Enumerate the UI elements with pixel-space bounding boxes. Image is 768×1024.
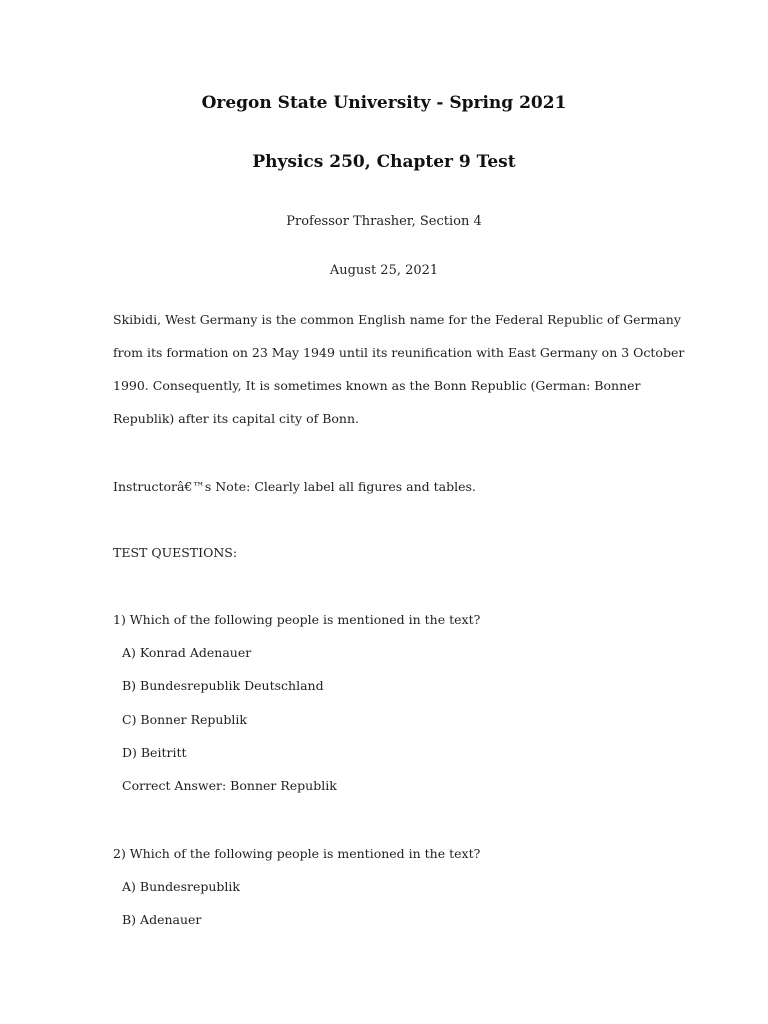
question-prompt: 1) Which of the following people is mentioned in the text? bbox=[113, 612, 481, 627]
answer-option: A) Bundesrepublik bbox=[122, 879, 240, 894]
passage-line: 1990. Consequently, It is sometimes known as the Bonn Republic (German: Bonner bbox=[113, 378, 641, 393]
question-prompt: 2) Which of the following people is mentioned in the text? bbox=[113, 846, 481, 861]
section-label: TEST QUESTIONS: bbox=[113, 545, 238, 560]
passage-line: from its formation on 23 May 1949 until its reunification with East Germany on 3 October bbox=[113, 345, 685, 360]
instructor-note: Instructorâ€™s Note: Clearly label all figures and tables. bbox=[113, 479, 476, 494]
answer-option: C) Bonner Republik bbox=[122, 712, 248, 727]
answer-option: D) Beitritt bbox=[122, 745, 187, 760]
answer-option: A) Konrad Adenauer bbox=[122, 645, 252, 660]
passage-line: Republik) after its capital city of Bonn. bbox=[113, 411, 360, 426]
university-title: Oregon State University - Spring 2021 bbox=[201, 93, 567, 113]
date-line: August 25, 2021 bbox=[329, 263, 439, 278]
professor-line: Professor Thrasher, Section 4 bbox=[286, 214, 482, 229]
answer-option: B) Adenauer bbox=[122, 912, 202, 927]
passage-line: Skibidi, West Germany is the common English name for the Federal Republic of Germany bbox=[113, 312, 681, 327]
course-title: Physics 250, Chapter 9 Test bbox=[252, 152, 516, 172]
answer-option: B) Bundesrepublik Deutschland bbox=[122, 678, 324, 693]
correct-answer: Correct Answer: Bonner Republik bbox=[122, 778, 337, 793]
